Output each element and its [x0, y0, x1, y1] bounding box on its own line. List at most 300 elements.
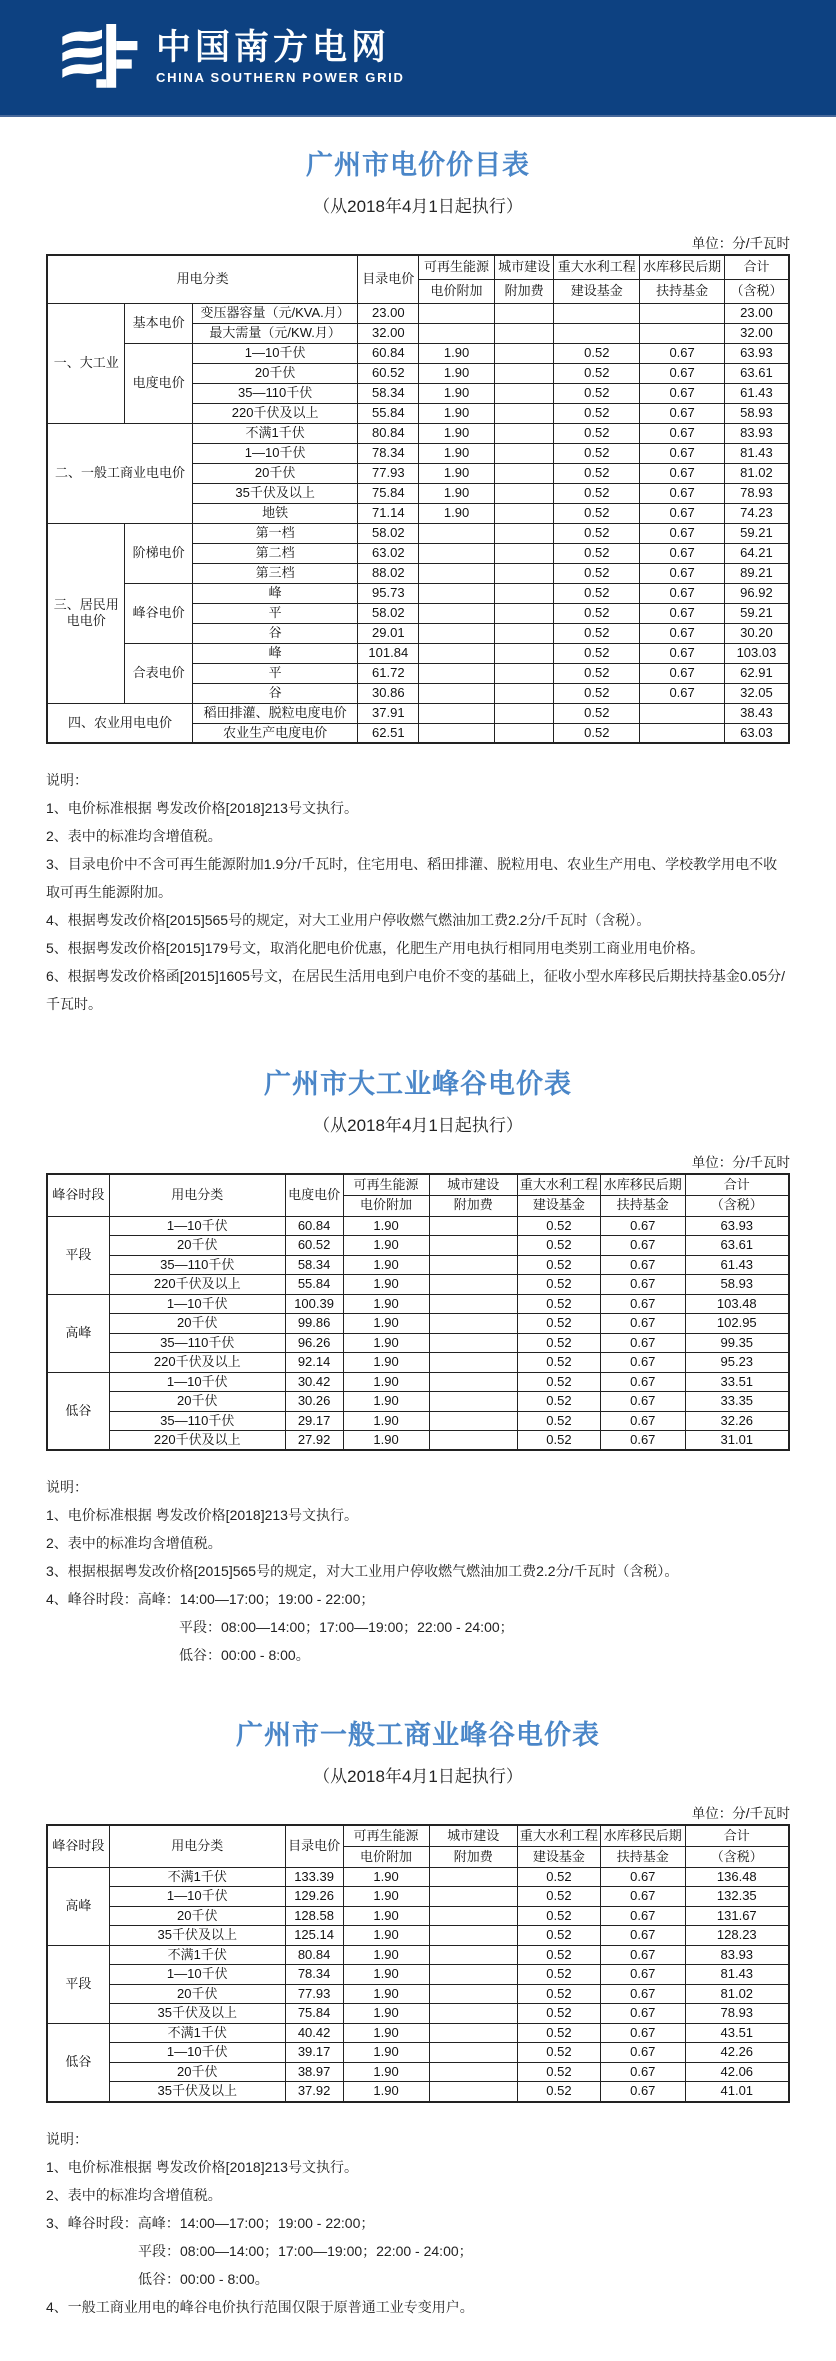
data-cell: 0.52	[554, 643, 640, 663]
header-cell: 电价附加	[343, 1846, 429, 1867]
header-cell: 建设基金	[517, 1846, 600, 1867]
data-cell	[494, 563, 553, 583]
data-cell: 30.86	[358, 683, 419, 703]
data-cell: 0.52	[517, 1392, 600, 1412]
table-row	[47, 1275, 789, 1295]
data-cell: 96.92	[724, 583, 789, 603]
data-cell: 低谷	[47, 2023, 109, 2101]
brand-name-cn: 中国南方电网	[156, 28, 391, 68]
data-cell: 81.02	[724, 463, 789, 483]
commercial-peak-valley-notes	[46, 2125, 790, 2321]
data-cell: 101.84	[358, 643, 419, 663]
data-cell	[640, 303, 725, 323]
data-cell	[429, 2082, 517, 2102]
header-cell: 用电分类	[109, 1174, 285, 1216]
data-cell	[429, 1255, 517, 1275]
data-cell	[419, 723, 495, 743]
note-line: 4、峰谷时段：高峰：14:00—17:00；19:00 - 22:00；	[46, 1591, 375, 1608]
note-line: 2、表中的标准均含增值税。	[46, 828, 222, 844]
data-cell: 1.90	[343, 1275, 429, 1295]
data-cell: 0.52	[554, 523, 640, 543]
industry-peak-valley-notes	[46, 1473, 790, 1669]
data-cell: 1.90	[419, 343, 495, 363]
data-cell: 89.21	[724, 563, 789, 583]
note-line: 5、根据粤发改价格[2015]179号文，取消化肥电价优惠，化肥生产用电执行相同用电类别工商业用电价格。	[46, 940, 705, 956]
data-cell: 0.67	[600, 1984, 685, 2004]
data-cell: 35—110千伏	[109, 1333, 285, 1353]
data-cell: 1.90	[343, 1255, 429, 1275]
header-cell: 目录电价	[285, 1825, 343, 1867]
data-cell	[494, 463, 553, 483]
data-cell: 0.52	[517, 1887, 600, 1907]
table-row	[47, 1926, 789, 1946]
data-cell: 1.90	[419, 463, 495, 483]
data-cell: 1.90	[343, 1392, 429, 1412]
data-cell	[429, 1314, 517, 1334]
table-row	[47, 1887, 789, 1907]
data-cell: 32.00	[358, 323, 419, 343]
data-cell	[494, 503, 553, 523]
data-cell: 1.90	[343, 1333, 429, 1353]
data-cell: 60.84	[358, 343, 419, 363]
industry-peak-valley-title: 广州市大工业峰谷电价表	[264, 1069, 572, 1099]
data-cell: 37.92	[285, 2082, 343, 2102]
data-cell: 220千伏及以上	[109, 1431, 285, 1451]
data-cell: 0.52	[554, 383, 640, 403]
note-line: 平段：08:00—14:00；17:00—19:00；22:00 - 24:00；	[179, 1619, 514, 1636]
data-cell	[494, 723, 553, 743]
data-cell: 35—110千伏	[109, 1255, 285, 1275]
data-cell: 78.34	[358, 443, 419, 463]
header-cell: 合计	[685, 1174, 789, 1195]
data-cell: 129.26	[285, 1887, 343, 1907]
data-cell: 1—10千伏	[109, 1216, 285, 1236]
data-cell: 0.52	[517, 1236, 600, 1256]
data-cell: 0.67	[600, 1431, 685, 1451]
data-cell	[494, 703, 553, 723]
data-cell: 1.90	[343, 1431, 429, 1451]
data-cell: 95.73	[358, 583, 419, 603]
data-cell: 0.67	[600, 2004, 685, 2024]
data-cell: 40.42	[285, 2023, 343, 2043]
price-list-title: 广州市电价价目表	[306, 150, 530, 180]
data-cell	[494, 323, 553, 343]
note-line: 3、根据根据粤发改价格[2015]565号的规定，对大工业用户停收燃气燃油加工费2.2分/千瓦时（含税）。	[46, 1563, 679, 1580]
data-cell: 32.05	[724, 683, 789, 703]
header-cell: 用电分类	[47, 255, 358, 303]
data-cell: 0.52	[517, 2023, 600, 2043]
table-row	[47, 1255, 789, 1275]
data-cell: 35—110千伏	[192, 383, 357, 403]
table-row	[47, 1945, 789, 1965]
data-cell: 30.42	[285, 1372, 343, 1392]
table-row	[47, 1867, 789, 1887]
data-cell: 0.52	[517, 2004, 600, 2024]
data-cell: 0.52	[517, 1431, 600, 1451]
data-cell: 第一档	[192, 523, 357, 543]
data-cell: 1.90	[343, 1965, 429, 1985]
data-cell: 0.67	[600, 1216, 685, 1236]
industry-peak-valley-subtitle: （从2018年4月1日起执行）	[313, 1116, 523, 1135]
data-cell: 1.90	[419, 403, 495, 423]
data-cell: 61.43	[724, 383, 789, 403]
data-cell: 0.67	[640, 583, 725, 603]
data-cell: 88.02	[358, 563, 419, 583]
header-cell: 城市建设	[429, 1825, 517, 1846]
data-cell: 1.90	[343, 1926, 429, 1946]
data-cell: 30.20	[724, 623, 789, 643]
header-cell: 扶持基金	[640, 279, 725, 303]
data-cell: 1.90	[419, 503, 495, 523]
data-cell: 59.21	[724, 603, 789, 623]
table-row	[47, 1333, 789, 1353]
data-cell	[494, 383, 553, 403]
data-cell: 131.67	[685, 1906, 789, 1926]
data-cell	[429, 1372, 517, 1392]
note-line: 2、表中的标准均含增值税。	[46, 1535, 222, 1552]
commercial-peak-valley-title: 广州市一般工商业峰谷电价表	[236, 1720, 600, 1751]
data-cell: 64.21	[724, 543, 789, 563]
data-cell: 1.90	[343, 1887, 429, 1907]
data-cell	[429, 2062, 517, 2082]
data-cell: 0.67	[640, 483, 725, 503]
data-cell: 1—10千伏	[192, 443, 357, 463]
header-cell: 合计	[685, 1825, 789, 1846]
data-cell: 0.52	[554, 503, 640, 523]
data-cell	[494, 523, 553, 543]
data-cell	[429, 2004, 517, 2024]
data-cell: 0.52	[554, 543, 640, 563]
data-cell: 1.90	[343, 1984, 429, 2004]
data-cell	[494, 483, 553, 503]
data-cell: 第二档	[192, 543, 357, 563]
header-cell: 可再生能源	[343, 1825, 429, 1846]
data-cell: 0.52	[517, 2062, 600, 2082]
data-cell: 77.93	[358, 463, 419, 483]
data-cell: 0.67	[600, 1411, 685, 1431]
data-cell: 0.67	[640, 463, 725, 483]
price-list-table	[46, 254, 790, 744]
data-cell: 0.52	[554, 723, 640, 743]
data-cell: 0.52	[554, 663, 640, 683]
notes-label: 说明：	[46, 2130, 88, 2147]
industry-peak-valley-table	[46, 1173, 790, 1451]
commercial-peak-valley-table	[46, 1824, 790, 2102]
data-cell: 0.67	[600, 1965, 685, 1985]
data-cell	[494, 423, 553, 443]
data-cell	[419, 563, 495, 583]
table-row	[47, 2043, 789, 2063]
data-cell: 峰	[192, 643, 357, 663]
data-cell: 二、一般工商业电电价	[47, 423, 192, 523]
data-cell	[419, 543, 495, 563]
data-cell	[429, 1984, 517, 2004]
data-cell: 0.67	[640, 383, 725, 403]
data-cell: 75.84	[285, 2004, 343, 2024]
data-cell: 0.52	[517, 2082, 600, 2102]
data-cell: 78.93	[724, 483, 789, 503]
table-row	[47, 1906, 789, 1926]
data-cell: 58.02	[358, 523, 419, 543]
data-cell	[429, 1965, 517, 1985]
table-row	[47, 643, 789, 663]
data-cell: 平	[192, 663, 357, 683]
data-cell	[419, 523, 495, 543]
data-cell: 不满1千伏	[109, 2023, 285, 2043]
data-cell: 1.90	[343, 1945, 429, 1965]
data-cell: 136.48	[685, 1867, 789, 1887]
price-list-unit-label: 单位：分/千瓦时	[691, 236, 790, 251]
data-cell: 58.34	[358, 383, 419, 403]
data-cell: 0.52	[554, 623, 640, 643]
data-cell	[429, 1353, 517, 1373]
data-cell: 0.67	[640, 443, 725, 463]
data-cell: 103.48	[685, 1294, 789, 1314]
data-cell: 四、农业用电电价	[47, 703, 192, 743]
data-cell: 1—10千伏	[109, 2043, 285, 2063]
data-cell: 0.67	[600, 1887, 685, 1907]
header-cell: （含税）	[685, 1846, 789, 1867]
data-cell: 81.43	[685, 1965, 789, 1985]
data-cell: 0.52	[517, 1945, 600, 1965]
data-cell: 0.52	[517, 1984, 600, 2004]
data-cell: 58.34	[285, 1255, 343, 1275]
data-cell: 23.00	[358, 303, 419, 323]
data-cell: 不满1千伏	[109, 1945, 285, 1965]
data-cell: 0.67	[600, 1945, 685, 1965]
header-cell: 电价附加	[419, 279, 495, 303]
data-cell: 99.35	[685, 1333, 789, 1353]
data-cell	[640, 703, 725, 723]
data-cell: 0.67	[600, 1392, 685, 1412]
data-cell: 0.67	[640, 603, 725, 623]
data-cell: 60.52	[358, 363, 419, 383]
data-cell: 38.97	[285, 2062, 343, 2082]
data-cell: 1—10千伏	[109, 1294, 285, 1314]
data-cell: 128.58	[285, 1906, 343, 1926]
data-cell	[429, 1411, 517, 1431]
data-cell	[429, 1216, 517, 1236]
data-cell: 0.67	[640, 423, 725, 443]
data-cell: 0.52	[554, 683, 640, 703]
data-cell: 一、大工业	[47, 303, 125, 423]
note-line: 低谷：00:00 - 8:00。	[138, 2270, 269, 2287]
data-cell: 1.90	[343, 1411, 429, 1431]
data-cell: 0.52	[517, 2043, 600, 2063]
table-row	[47, 1294, 789, 1314]
header-cell: （含税）	[724, 279, 789, 303]
data-cell: 高峰	[47, 1867, 109, 1945]
data-cell: 220千伏及以上	[109, 1353, 285, 1373]
data-cell	[419, 583, 495, 603]
data-cell: 42.26	[685, 2043, 789, 2063]
data-cell: 1.90	[419, 363, 495, 383]
data-cell: 1.90	[343, 1314, 429, 1334]
data-cell	[429, 1867, 517, 1887]
data-cell: 1.90	[343, 2043, 429, 2063]
header-cell: 用电分类	[109, 1825, 285, 1867]
data-cell: 谷	[192, 683, 357, 703]
header-cell: 峰谷时段	[47, 1174, 109, 1216]
data-cell: 58.93	[685, 1275, 789, 1295]
data-cell: 电度电价	[125, 343, 193, 423]
table-row	[47, 343, 789, 363]
data-cell: 0.67	[600, 1255, 685, 1275]
data-cell	[429, 1392, 517, 1412]
data-cell: 峰	[192, 583, 357, 603]
note-line: 3、峰谷时段：高峰：14:00—17:00；19:00 - 22:00；	[46, 2214, 375, 2231]
table-row	[47, 2082, 789, 2102]
table-row	[47, 1965, 789, 1985]
document-body	[0, 143, 836, 2361]
data-cell: 平段	[47, 1945, 109, 2023]
data-cell: 高峰	[47, 1294, 109, 1372]
data-cell: 55.84	[358, 403, 419, 423]
notes-list	[46, 794, 790, 1018]
data-cell: 0.52	[554, 603, 640, 623]
data-cell: 0.67	[640, 663, 725, 683]
data-cell: 71.14	[358, 503, 419, 523]
data-cell: 39.17	[285, 2043, 343, 2063]
data-cell: 0.67	[640, 563, 725, 583]
data-cell	[640, 323, 725, 343]
commercial-peak-valley-unit-label: 单位：分/千瓦时	[691, 1806, 790, 1822]
data-cell: 平段	[47, 1216, 109, 1294]
data-cell: 0.67	[640, 543, 725, 563]
data-cell: 62.51	[358, 723, 419, 743]
data-cell	[429, 1906, 517, 1926]
data-cell	[429, 1294, 517, 1314]
data-cell: 23.00	[724, 303, 789, 323]
data-cell: 27.92	[285, 1431, 343, 1451]
data-cell: 55.84	[285, 1275, 343, 1295]
data-cell: 0.67	[640, 643, 725, 663]
data-cell	[419, 623, 495, 643]
data-cell: 37.91	[358, 703, 419, 723]
data-cell: 20千伏	[109, 2062, 285, 2082]
table-row	[47, 1825, 789, 1846]
data-cell	[429, 1926, 517, 1946]
data-cell: 96.26	[285, 1333, 343, 1353]
data-cell: 99.86	[285, 1314, 343, 1334]
data-cell: 20千伏	[109, 1984, 285, 2004]
data-cell	[494, 403, 553, 423]
data-cell: 峰谷电价	[125, 583, 193, 643]
data-cell: 基本电价	[125, 303, 193, 343]
industry-peak-valley-unit-label: 单位：分/千瓦时	[691, 1155, 790, 1170]
header-cell: 建设基金	[517, 1195, 600, 1216]
data-cell: 1.90	[343, 1236, 429, 1256]
header-cell: 重大水利工程	[554, 255, 640, 279]
header-cell: 重大水利工程	[517, 1174, 600, 1195]
data-cell	[419, 683, 495, 703]
data-cell: 1.90	[343, 1216, 429, 1236]
table-row	[47, 1353, 789, 1373]
table-row	[47, 423, 789, 443]
brand-logo	[62, 24, 405, 92]
data-cell: 地铁	[192, 503, 357, 523]
data-cell: 0.67	[600, 1926, 685, 1946]
data-cell: 33.35	[685, 1392, 789, 1412]
data-cell: 128.23	[685, 1926, 789, 1946]
data-cell	[419, 663, 495, 683]
data-cell: 20千伏	[109, 1906, 285, 1926]
header-cell: 扶持基金	[600, 1195, 685, 1216]
data-cell: 0.67	[600, 1314, 685, 1334]
data-cell: 38.43	[724, 703, 789, 723]
data-cell: 阶梯电价	[125, 523, 193, 583]
data-cell	[429, 1887, 517, 1907]
data-cell: 62.91	[724, 663, 789, 683]
data-cell: 0.67	[600, 2043, 685, 2063]
data-cell: 1.90	[343, 1906, 429, 1926]
data-cell: 0.67	[600, 1867, 685, 1887]
data-cell: 20千伏	[109, 1392, 285, 1412]
data-cell	[640, 723, 725, 743]
note-line: 3、目录电价中不含可再生能源附加1.9分/千瓦时，住宅用电、稻田排灌、脱粒用电、农业生产用电、学校教学用电不收取可再生能源附加。	[46, 856, 778, 900]
data-cell: 0.52	[554, 423, 640, 443]
data-cell: 35千伏及以上	[192, 483, 357, 503]
price-list-subtitle: （从2018年4月1日起执行）	[313, 197, 523, 216]
data-cell: 0.52	[517, 1275, 600, 1295]
data-cell	[419, 643, 495, 663]
data-cell: 1.90	[343, 2082, 429, 2102]
data-cell	[494, 343, 553, 363]
table-row	[47, 303, 789, 323]
data-cell: 1.90	[343, 2004, 429, 2024]
data-cell: 220千伏及以上	[192, 403, 357, 423]
data-cell: 20千伏	[192, 363, 357, 383]
data-cell: 平	[192, 603, 357, 623]
csg-logo-icon	[62, 24, 142, 92]
data-cell: 35千伏及以上	[109, 2082, 285, 2102]
data-cell: 20千伏	[109, 1236, 285, 1256]
data-cell: 0.52	[517, 1965, 600, 1985]
brand-text	[156, 30, 405, 85]
data-cell: 63.61	[724, 363, 789, 383]
data-cell	[429, 1275, 517, 1295]
data-cell: 0.52	[517, 1867, 600, 1887]
data-cell: 谷	[192, 623, 357, 643]
data-cell: 低谷	[47, 1372, 109, 1450]
data-cell: 81.02	[685, 1984, 789, 2004]
table-row	[47, 2062, 789, 2082]
data-cell: 20千伏	[192, 463, 357, 483]
data-cell: 77.93	[285, 1984, 343, 2004]
data-cell: 0.67	[600, 1372, 685, 1392]
header-cell: 附加费	[429, 1195, 517, 1216]
data-cell: 35千伏及以上	[109, 2004, 285, 2024]
header-cell: 水库移民后期	[600, 1174, 685, 1195]
header-cell: 建设基金	[554, 279, 640, 303]
data-cell: 0.52	[554, 403, 640, 423]
header-cell: 目录电价	[358, 255, 419, 303]
data-cell: 0.67	[640, 363, 725, 383]
note-line: 2、表中的标准均含增值税。	[46, 2186, 222, 2203]
price-list-notes	[46, 766, 790, 1018]
data-cell: 合表电价	[125, 643, 193, 703]
data-cell: 1.90	[343, 1353, 429, 1373]
data-cell	[429, 1236, 517, 1256]
data-cell: 220千伏及以上	[109, 1275, 285, 1295]
header-cell: 水库移民后期	[640, 255, 725, 279]
data-cell	[419, 303, 495, 323]
table-row	[47, 2004, 789, 2024]
data-cell: 29.17	[285, 1411, 343, 1431]
note-line: 低谷：00:00 - 8:00。	[179, 1647, 310, 1664]
data-cell	[494, 443, 553, 463]
notes-list	[46, 1501, 790, 1669]
